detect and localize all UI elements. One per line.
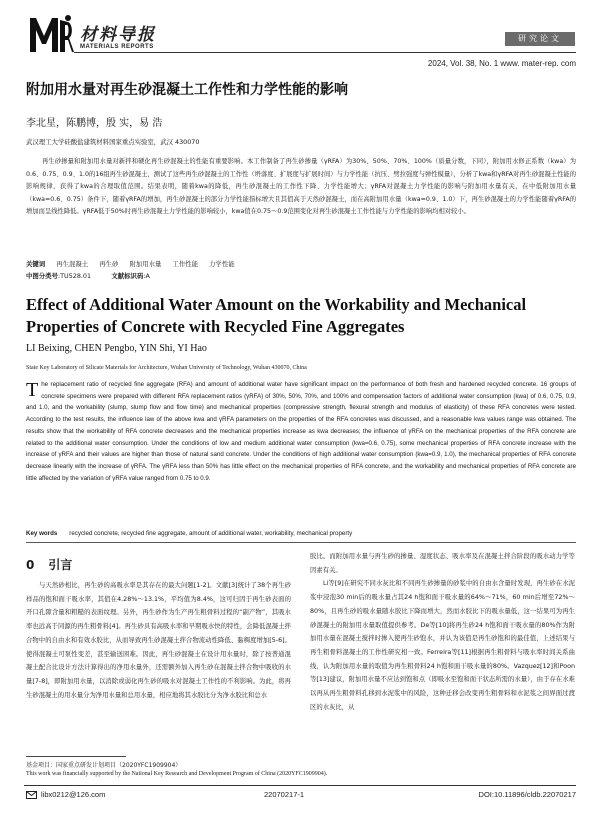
paragraph: Li等[9]在研究不同水灰比和不同再生砂掺量的砂浆中的自由水含量时发现，再生砂在水泥浆中浸泡30 min后的吸水量占其24 h饱和面干吸水量的64%～71%，60 min后增至72%～80%，且再生砂的吸水量随水胶比下降而增大，然而水胶比下的吸水量低，这一结果可为再生砂混凝土的附加用水量取值提供参考。De等[10]将再生砂24 h饱和面干吸水量的80%作为附加用水量在混凝土搅拌时掺入使再生砂饱水，并认为该值是再生砂饱和的最佳值，上述结果与再生粗骨料混凝土的工作性研究相一致。Ferreira等[11]根据再生粗骨料与吸水率时间关系曲线，认为附加用水量的取值为再生粗骨料24 h饱和面干吸水量的80%。Vazquez[12]和Poon等[13]建议，附加用水量不应达到饱和点（即吸水至饱和面干状态所需的水量），由于存在水难以再从再生粗骨料孔移到水泥浆中的风险，这种迁移会改变再生粗骨料和水泥浆之间界面过渡区的水灰比，从 bbox=[310, 580, 575, 711]
keywords-en bbox=[26, 530, 352, 537]
affiliation-cn: 武汉理工大学硅酸盐建筑材料国家重点实验室，武汉 430070 bbox=[26, 138, 200, 146]
classification: 中图分类号:TU528.01 文献标识码:A bbox=[26, 272, 150, 280]
funding-en: This work was financially supported by the National Key Research and Development Program of China (2020YFC1909904). bbox=[26, 771, 328, 777]
mail-icon bbox=[26, 791, 37, 799]
keyword-cn: 再生混凝土 bbox=[56, 260, 89, 268]
paragraph: 胶比。而附加用水量与再生砂的掺量、湿度状态、吸水率及在混凝土拌合阶段的吸水动力学等因素有关。 bbox=[310, 553, 575, 574]
abstract-en bbox=[26, 379, 576, 484]
doc-label: 文献标识码 bbox=[111, 272, 144, 280]
keywords-en-text: recycled concrete, recycled fine aggregate, amount of additional water, workability, mechanical property bbox=[69, 530, 353, 537]
keyword-cn: 工作性能 bbox=[172, 260, 198, 268]
footer-rule bbox=[24, 785, 576, 786]
title-en: Effect of Additional Water Amount on the Workability and Mechanical Properties of Concrete with Recycled Fine Aggregates bbox=[26, 295, 527, 336]
journal-name-en: MATERIALS REPORTS bbox=[80, 44, 154, 50]
section-tag: 研究论文 bbox=[505, 32, 575, 46]
authors-en: LI Beixing, CHEN Pengbo, YIN Shi, YI Hao bbox=[26, 343, 207, 354]
class-value: TU528.01 bbox=[60, 272, 92, 280]
email-link[interactable]: libx0212@126.com bbox=[41, 790, 106, 799]
journal-name-cn: 材料导报 bbox=[80, 25, 156, 45]
section-heading bbox=[26, 556, 72, 573]
doi-link[interactable]: DOI:10.11896/cldb.22070217 bbox=[478, 790, 576, 799]
body-column-right bbox=[310, 550, 575, 714]
footnote-rule bbox=[26, 756, 126, 757]
issue-info: 2024, Vol. 38, No. 1 www. mater-rep. com bbox=[427, 59, 576, 68]
affiliation-en: State Key Laboratory of Silicate Materials for Architecture, Wuhan University of Technology, Wuhan 430070, China bbox=[26, 365, 307, 371]
section-title: 引言 bbox=[48, 558, 73, 572]
authors-cn: 李北星，陈鹏博，殷 实，易 浩 bbox=[26, 118, 163, 129]
paragraph: 与天然砂相比，再生砂的高吸水率是其存在的最大问题[1-2]。文献[3]统计了38个再生砂样品的饱和面干吸水率，其值在4.28%～13.1%，平均值为8.4%，这可归因于再生砂表面的开口孔隙含量和粗糙的表面纹理。另外，再生砂作为生产再生粗骨料过程的“副产物”，其吸水率也远高于同源的再生粗骨料[4]。再生砂具有高吸水率和早期吸水快的特性，会降低混凝土拌合物中的自由水和有效水胶比，从而导致再生砂混凝土拌合物流动性降低、黏稠度增加[5-6]。使得混凝土可泵性变差，甚至输送困难。因此，再生砂混凝土在设计用水量时，除了按普通混凝土配合比设计方法计算得出的净用水量外，还需额外加入再生砂在混凝土拌合物中吸收的水量[7-8]，即附加用水量，以消除或弱化再生砂的吸水对混凝土工作性的不利影响。为此，将再生砂混凝土的用水量分为净用水量和总用水量，相应地将其水胶比分为净水胶比和总水 bbox=[26, 582, 291, 699]
title-cn: 附加用水量对再生砂混凝土工作性和力学性能的影响 bbox=[26, 82, 348, 98]
body-column-left bbox=[26, 579, 291, 702]
page-number: 22070217-1 bbox=[264, 790, 305, 799]
funding-cn: 基金项目：国家重点研发计划项目（2020YFC1909904） bbox=[26, 762, 182, 769]
doc-value: A bbox=[145, 272, 150, 280]
divider bbox=[26, 542, 576, 543]
abstract-en-text: he replacement ratio of recycled fine aggregate (RFA) and amount of additional water have significant impact on the performance of both fresh and hardened recycled concrete. 16 groups of concrete specimens were prepared with different RFA replacement ratios (γRFA) of 30%, 50%, 70%, and 100% and compensation factors of additional water consumption (kwa) of 0.6, 0.75, 0.9, and 1.0, and the workability (slump, slump flow and flow time) and mechanical properties (compressive strength, flexural strength and modulus of elasticity) of these RFA concretes were tested. According to the test results, the influence law of the above kwa and γRFA parameters on the properties of the RFA concretes was discussed, and a reasonable kwa values range was obtained. The results show that the workability of RFA concrete decreases and the mechanical properties increase as kwa decreases; the influence of γRFA on the mechanical properties of the RFA concrete are related to the additional water consumption. Under the conditions of low and medium additional water consumption (kwa=0.6, 0.75), some mechanical properties of RFA concrete increase with the increase of γRFA and their values are higher than those of natural sand concrete. Under the conditions of high additional water consumption (kwa=0.9, 1.0), the mechanical properties of RFA concrete decrease linearly with the increase of γRFA. The γRFA less than 50% has little effect on the mechanical properties of RFA concrete, and the workability and mechanical properties of RFA concrete are little affected by the variation of γRFA value ranged from 0.75 to 0.9. bbox=[26, 381, 576, 482]
section-number: 0 bbox=[26, 558, 35, 572]
class-label: 中图分类号 bbox=[26, 272, 58, 280]
dropcap: T bbox=[26, 379, 39, 401]
keyword-cn: 附加用水量 bbox=[129, 260, 162, 268]
journal-logo bbox=[28, 14, 74, 54]
keyword-cn: 再生砂 bbox=[99, 260, 119, 268]
abstract-cn: 再生砂掺量和附加用水量对新拌和硬化再生砂混凝土的性能有重要影响。本工作制备了再生砂掺量（γRFA）为30%、50%、70%、100%（质量分数，下同），附加用水修正系数（kwa）为0.6、0.75、0.9、1.0的16组再生砂混凝土，测试了这些再生砂混凝土的工作性（坍落度、扩展度与扩展时间）与力学性能（抗压、劈拉强度与弹性模量），分析了kwa和γRFA对再生砂混凝土性能的影响规律，获得了kwa的合理取值范围。结果表明，随着kwa的降低，再生砂混凝土的工作性下降、力学性能增大；γRFA对混凝土力学性能的影响与附加用水量有关，在中低附加用水量（kwa=0.6、0.75）条件下，随着γRFA的增加，再生砂混凝土的部分力学性能指标增大且其值高于天然砂混凝土，而在高附加用水量（kwa=0.9、1.0）下，再生砂混凝土的力学性能随着γRFA的增加而呈线性降低。γRFA低于50%时再生砂混凝土力学性能的影响较小，kwa值在0.75～0.9范围变化对再生砂混凝土工作性能与力学性能的影响均相对较小。 bbox=[26, 158, 576, 216]
header-rule bbox=[74, 52, 576, 53]
keywords-cn bbox=[26, 259, 235, 268]
keywords-cn-label: 关键词 bbox=[26, 260, 46, 268]
keyword-cn: 力学性能 bbox=[209, 260, 235, 268]
keywords-en-label: Key words bbox=[26, 530, 58, 537]
